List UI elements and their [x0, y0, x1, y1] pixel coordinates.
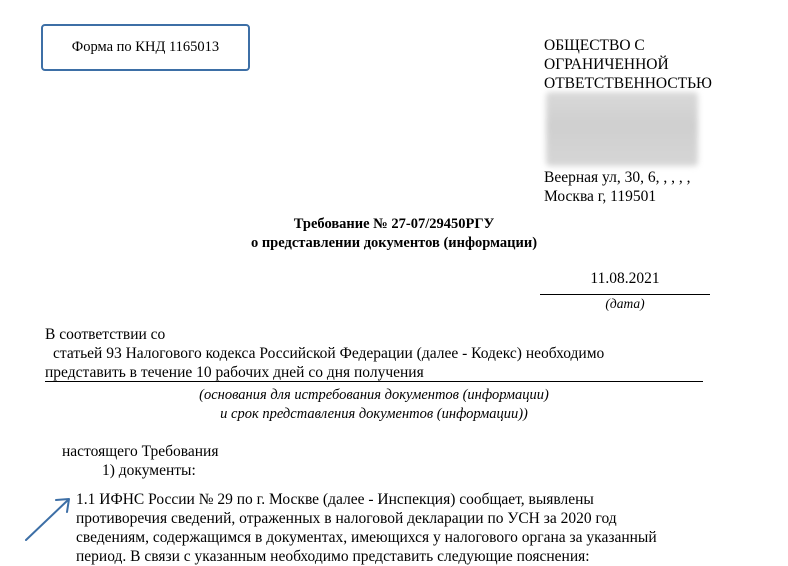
redacted-area: [546, 92, 698, 166]
recipient-name-line: ОБЩЕСТВО С: [544, 37, 645, 54]
date-caption: (дата): [605, 296, 645, 311]
basis-line-3: представить в течение 10 рабочих дней со дня получения: [45, 364, 424, 381]
date-underline: [540, 294, 710, 295]
basis-underline: [45, 381, 703, 382]
recipient-name-line: ОГРАНИЧЕННОЙ: [544, 56, 669, 73]
basis-caption-2: и срок представления документов (информации)): [220, 406, 528, 422]
item-line-1: 1.1 ИФНС России № 29 по г. Москве (далее - Инспекция) сообщает, выявлены: [76, 491, 594, 508]
date-value: 11.08.2021: [590, 270, 660, 287]
basis-line-2: статьей 93 Налогового кодекса Российской Федерации (далее - Кодекс) необходимо: [53, 345, 605, 362]
requirement-line-2: 1) документы:: [102, 462, 196, 479]
requirement-line-1: настоящего Требования: [62, 443, 219, 460]
form-code-label: Форма по КНД 1165013: [71, 39, 220, 55]
form-code-box: [41, 24, 250, 71]
item-line-2: противоречия сведений, отраженных в налоговой декларации по УСН за 2020 год: [76, 510, 617, 527]
recipient-name-line: ОТВЕТСТВЕННОСТЬЮ: [544, 75, 712, 92]
address-line: Москва г, 119501: [544, 188, 657, 205]
basis-caption-1: (основания для истребования документов (информации): [199, 387, 549, 403]
basis-line-1: В соответствии со: [45, 326, 166, 343]
recipient-address: [544, 168, 690, 206]
item-line-3: сведениям, содержащимся в документах, имеющихся у налогового органа за указанный: [76, 529, 657, 546]
annotation-arrow-icon: [18, 488, 78, 548]
recipient-name: [544, 36, 712, 93]
address-line: Веерная ул, 30, 6, , , , ,: [544, 169, 691, 186]
document-subtitle: о представлении документов (информации): [250, 235, 538, 251]
document-title: Требование № 27-07/29450РГУ: [293, 216, 495, 232]
item-line-4: период. В связи с указанным необходимо представить следующие пояснения:: [76, 548, 590, 565]
